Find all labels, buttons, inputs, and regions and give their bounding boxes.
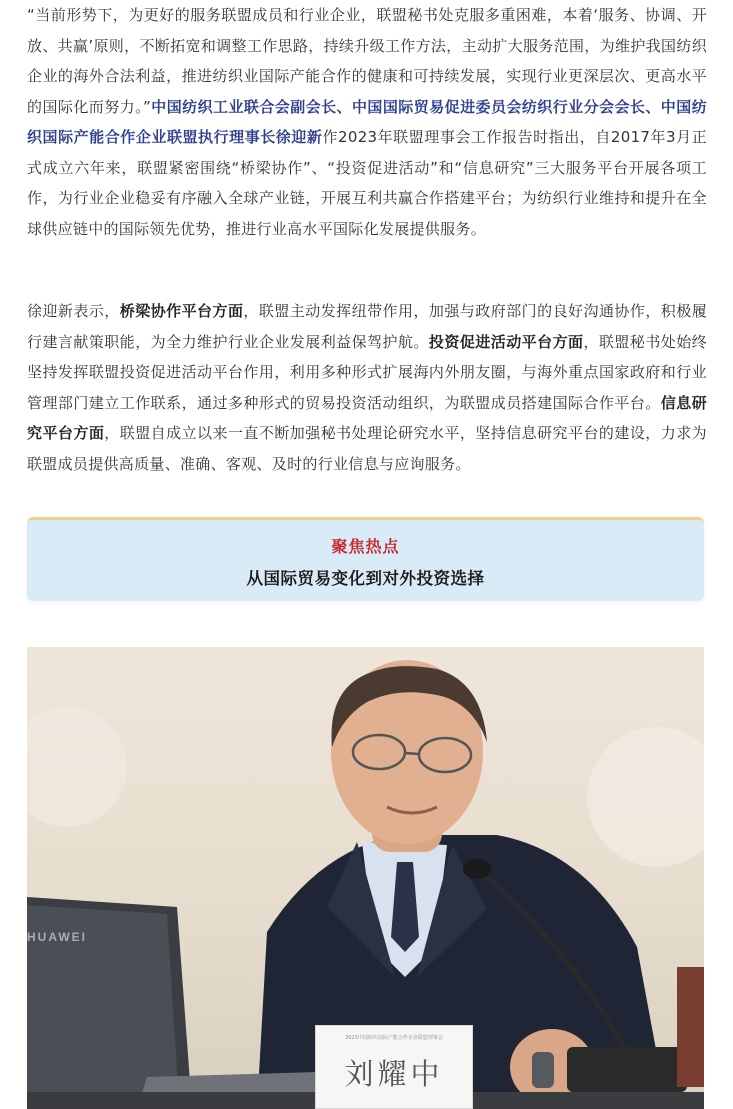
nameplate-event-text: 2023中国纺织国际产能合作企业联盟理事会 [345,1035,443,1041]
nameplate [315,1025,473,1109]
info-platform-label: 信息研究平台方面 [27,393,707,442]
quote-text: “当前形势下，为更好的服务联盟成员和行业企业，联盟秘书处克服多重困难，本着‘服务、协调、开放、共赢’原则，不断拓宽和调整工作思路，持续升级工作方法，主动扩大服务范围，为维护我国纺织企业的海外合法利益，推进纺织业国际产能合作的健康和可持续发展，实现行业更深层次、更高水平的国际化而努力。” [27,6,707,116]
focus-section-header [27,517,704,601]
nameplate-name: 刘耀中 [344,1057,444,1091]
bridge-platform-label: 桥梁协作平台方面 [119,302,244,320]
speaker-title: 中国纺织工业联合会副会长、中国国际贸易促进委员会纺织行业分会会长、中国纺织国际产能合作企业联盟执行理事长徐迎新 [27,97,707,146]
invest-platform-text: ，联盟秘书处始终坚持发挥联盟投资促进活动平台作用，利用多种形式扩展海内外朋友圈，与海外重点国家政府和行业管理部门建立工作联系，通过多种形式的贸易投资活动组织，为联盟成员搭建国际合作平台。 [27,332,707,412]
report-text: 作2023年联盟理事会工作报告时指出，自2017年3月正式成立六年来，联盟紧密围绕“桥梁协作”、“投资促进活动”和“信息研究”三大服务平台开展各项工作，为行业企业稳妥有序融入全球产业链，开展互利共赢合作搭建平台；为纺织行业维持和提升在全球供应链中的国际领先优势，推进行业高水平国际化发展提供服务。 [27,128,707,238]
bridge-platform-text: ，联盟主动发挥纽带作用，加强与政府部门的良好沟通协作，积极履行建言献策职能，为全力维护行业企业发展利益保驾护航。 [27,302,707,351]
laptop-brand-text: HUAWEI [27,930,87,944]
focus-tag: 聚焦热点 [331,537,400,556]
info-platform-text: ，联盟自成立以来一直不断加强秘书处理论研究水平，坚持信息研究平台的建设，力求为联盟成员提供高质量、准确、客观、及时的行业信息与应询服务。 [27,424,707,473]
intro-text: 徐迎新表示， [27,302,120,320]
paragraph-quote [27,0,707,244]
speaker-photo [27,647,704,1109]
invest-platform-label: 投资促进活动平台方面 [428,332,584,351]
focus-title: 从国际贸易变化到对外投资选择 [246,569,485,588]
paragraph-platforms [27,296,707,479]
